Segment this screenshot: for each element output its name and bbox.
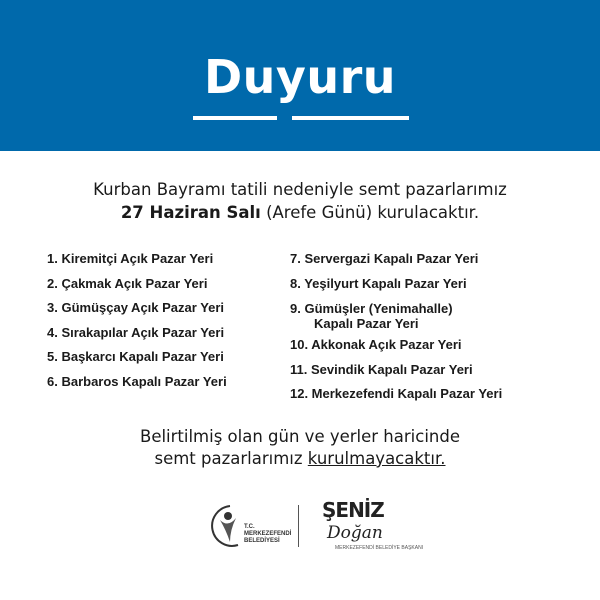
mayor-title: MERKEZEFENDİ BELEDİYE BAŞKANI <box>335 545 424 551</box>
list-item: 9. Gümüşler (Yenimahalle) <box>290 301 453 316</box>
list-item: 11. Sevindik Kapalı Pazar Yeri <box>290 361 473 377</box>
list-item: 6. Barbaros Kapalı Pazar Yeri <box>47 373 227 389</box>
municipality-logo-icon <box>208 500 244 550</box>
list-item: 10. Akkonak Açık Pazar Yeri <box>290 337 462 352</box>
closing-line-2: semt pazarlarımız <box>154 449 308 468</box>
list-item: 12. Merkezefendi Kapalı Pazar Yeri <box>290 386 503 401</box>
intro-text <box>0 178 600 224</box>
intro-line-1: Kurban Bayramı tatili nedeniyle semt pazarlarımız <box>93 180 507 199</box>
list-item: 4. Sırakapılar Açık Pazar Yeri <box>47 324 225 340</box>
closing-text <box>0 426 600 470</box>
page-title: Duyuru <box>203 50 397 104</box>
list-item: 8. Yeşilyurt Kapalı Pazar Yeri <box>290 275 467 291</box>
title-underline-right <box>292 116 409 120</box>
list-item: 1. Kiremitçi Açık Pazar Yeri <box>47 251 214 266</box>
logo-text: T.C. <box>244 524 255 530</box>
closing-line-1: Belirtilmiş olan gün ve yerler haricinde <box>140 427 460 446</box>
market-list-left <box>47 247 283 394</box>
logo-text: MERKEZEFENDİ <box>244 531 292 537</box>
header-banner <box>0 0 600 151</box>
closing-emphasis: kurulmayacaktır. <box>307 449 446 468</box>
list-item: 2. Çakmak Açık Pazar Yeri <box>47 275 208 291</box>
market-list-right <box>290 247 526 407</box>
list-item-continuation: Kapalı Pazar Yeri <box>314 316 419 331</box>
intro-date: 27 Haziran Salı <box>120 203 261 222</box>
list-item: 3. Gümüşçay Açık Pazar Yeri <box>47 300 225 315</box>
list-item: 5. Başkarcı Kapalı Pazar Yeri <box>47 349 224 364</box>
municipality-name <box>244 524 291 545</box>
mayor-first-name: ŞENİZ <box>322 498 384 522</box>
mayor-last-name: Doğan <box>327 523 383 543</box>
logo-divider <box>298 505 299 547</box>
logo-text: BELEDİYESİ <box>244 538 280 544</box>
intro-line-2: (Arefe Günü) kurulacaktır. <box>260 203 480 222</box>
list-item: 7. Servergazi Kapalı Pazar Yeri <box>290 251 479 266</box>
title-underline-left <box>193 116 277 120</box>
